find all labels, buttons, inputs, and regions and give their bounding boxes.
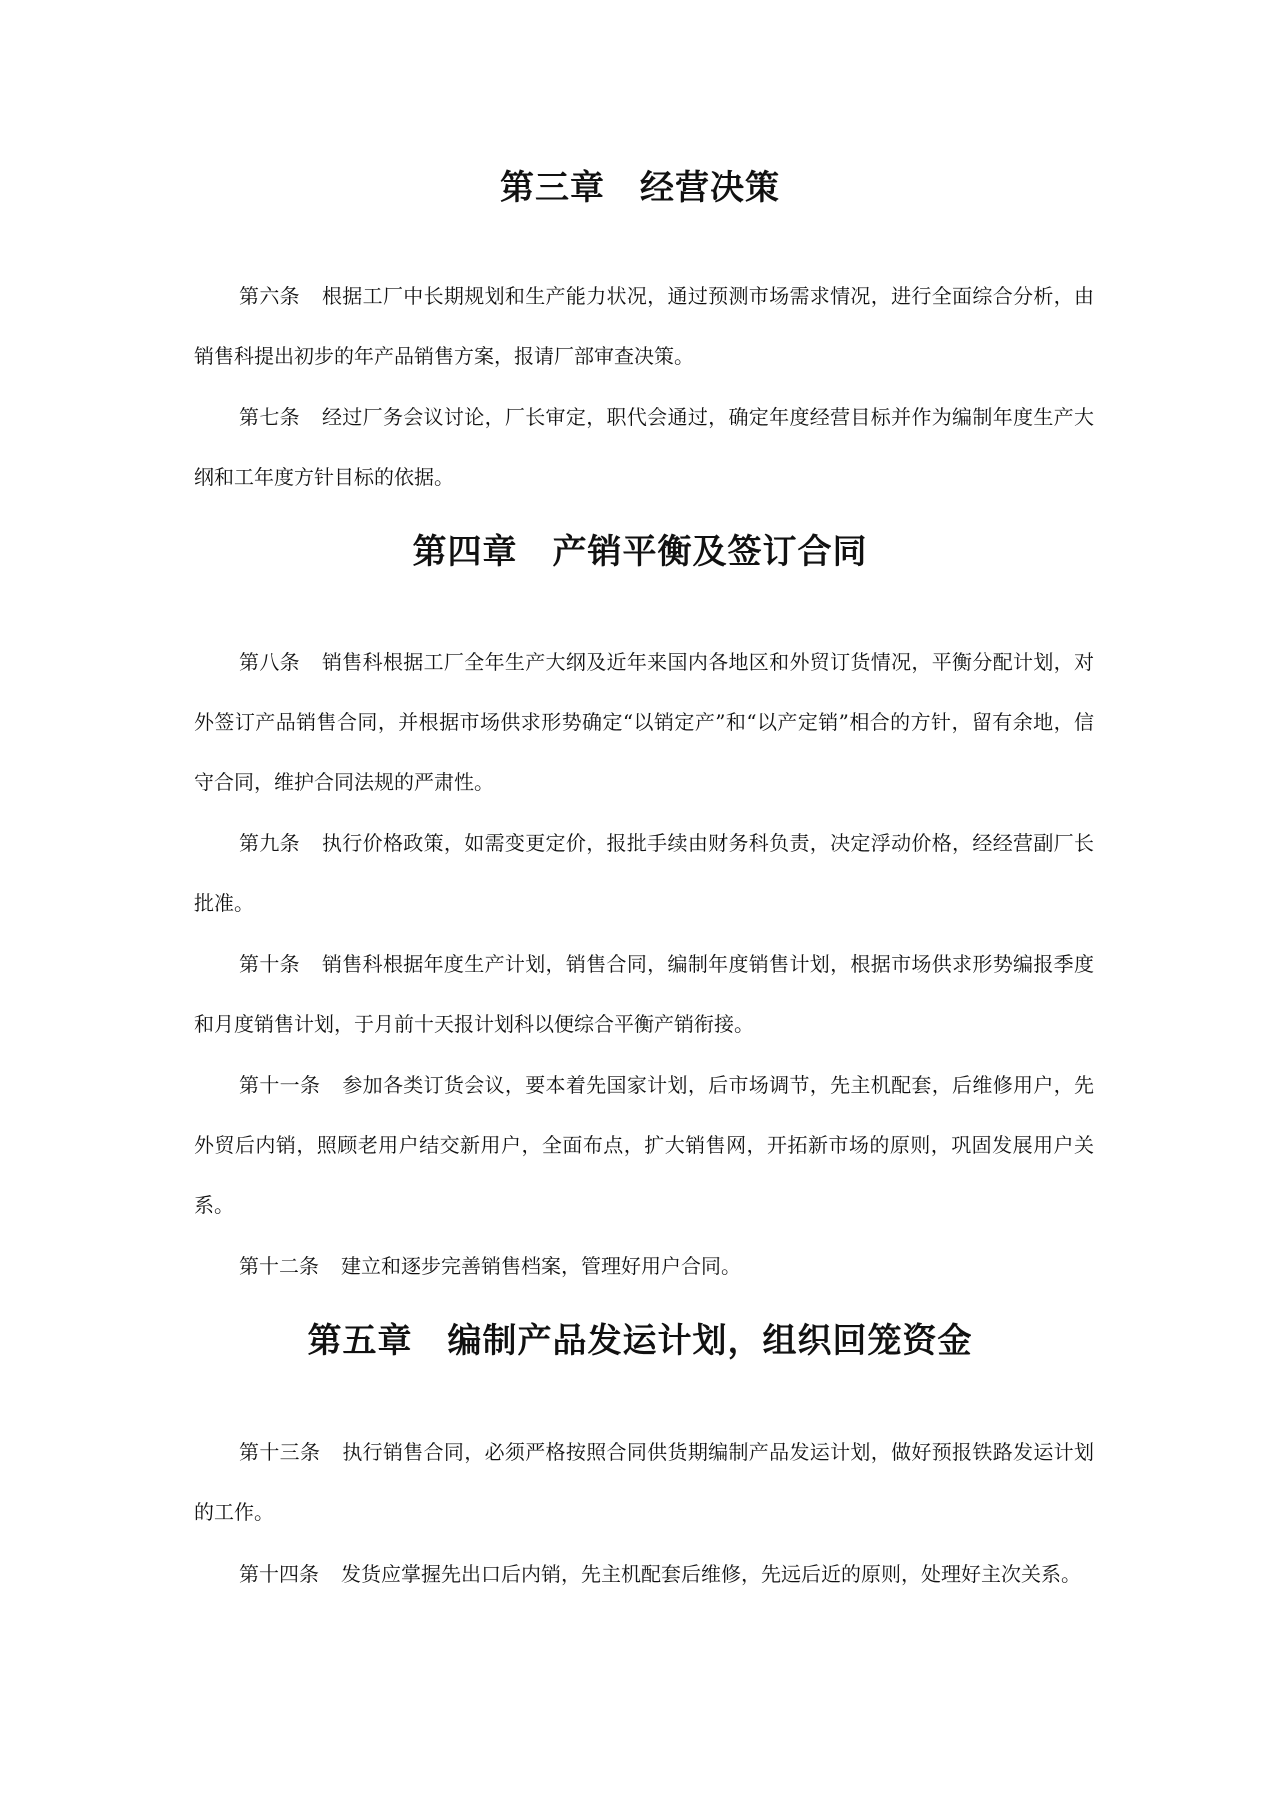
article-number: 第六条: [239, 284, 300, 308]
article-number: 第十二条: [239, 1254, 319, 1278]
article-text: 销售科根据年度生产计划，销售合同，编制年度销售计划，根据市场供求形势编报季度和月度销售计划，于月前十天报计划科以便综合平衡产销衔接。: [194, 952, 1095, 1036]
article-number: 第十一条: [239, 1073, 321, 1097]
article: [194, 813, 1094, 933]
article-number: 第十三条: [239, 1440, 321, 1464]
article-number: 第九条: [239, 831, 300, 855]
article-text: 执行销售合同，必须严格按照合同供货期编制产品发运计划，做好预报铁路发运计划的工作。: [194, 1440, 1095, 1524]
article-number: 第十四条: [239, 1562, 319, 1586]
chapter-title: 第四章 产销平衡及签订合同: [412, 532, 868, 572]
article: [194, 1055, 1094, 1235]
article-number: 第十条: [239, 952, 300, 976]
chapter-title: 第三章 经营决策: [500, 168, 780, 208]
article-text: 建立和逐步完善销售档案，管理好用户合同。: [341, 1254, 741, 1278]
article: [194, 266, 1094, 386]
chapter-title: 第五章 编制产品发运计划，组织回笼资金: [307, 1321, 973, 1361]
article-text: 销售科根据工厂全年生产大纲及近年来国内各地区和外贸订货情况，平衡分配计划，对外签订产品销售合同，并根据市场供求形势确定“以销定产”和“以产定销”相合的方针，留有余地，信守合同，维护合同法规的严肃性。: [194, 650, 1095, 794]
article: [194, 934, 1094, 1054]
article: [194, 1236, 1094, 1296]
article-number: 第七条: [239, 405, 300, 429]
article-text: 参加各类订货会议，要本着先国家计划，后市场调节，先主机配套，后维修用户，先外贸后内销，照顾老用户结交新用户，全面布点，扩大销售网，开拓新市场的原则，巩固发展用户关系。: [194, 1073, 1095, 1217]
article-text: 执行价格政策，如需变更定价，报批手续由财务科负责，决定浮动价格，经经营副厂长批准。: [194, 831, 1095, 915]
article-text: 根据工厂中长期规划和生产能力状况，通过预测市场需求情况，进行全面综合分析，由销售科提出初步的年产品销售方案，报请厂部审查决策。: [194, 284, 1095, 368]
article: [194, 1422, 1094, 1542]
article-text: 经过厂务会议讨论，厂长审定，职代会通过，确定年度经营目标并作为编制年度生产大纲和工年度方针目标的依据。: [194, 405, 1095, 489]
article: [194, 632, 1094, 812]
article: [194, 387, 1094, 507]
article-text: 发货应掌握先出口后内销，先主机配套后维修，先远后近的原则，处理好主次关系。: [341, 1562, 1081, 1586]
article: [194, 1544, 1094, 1604]
article-number: 第八条: [239, 650, 300, 674]
